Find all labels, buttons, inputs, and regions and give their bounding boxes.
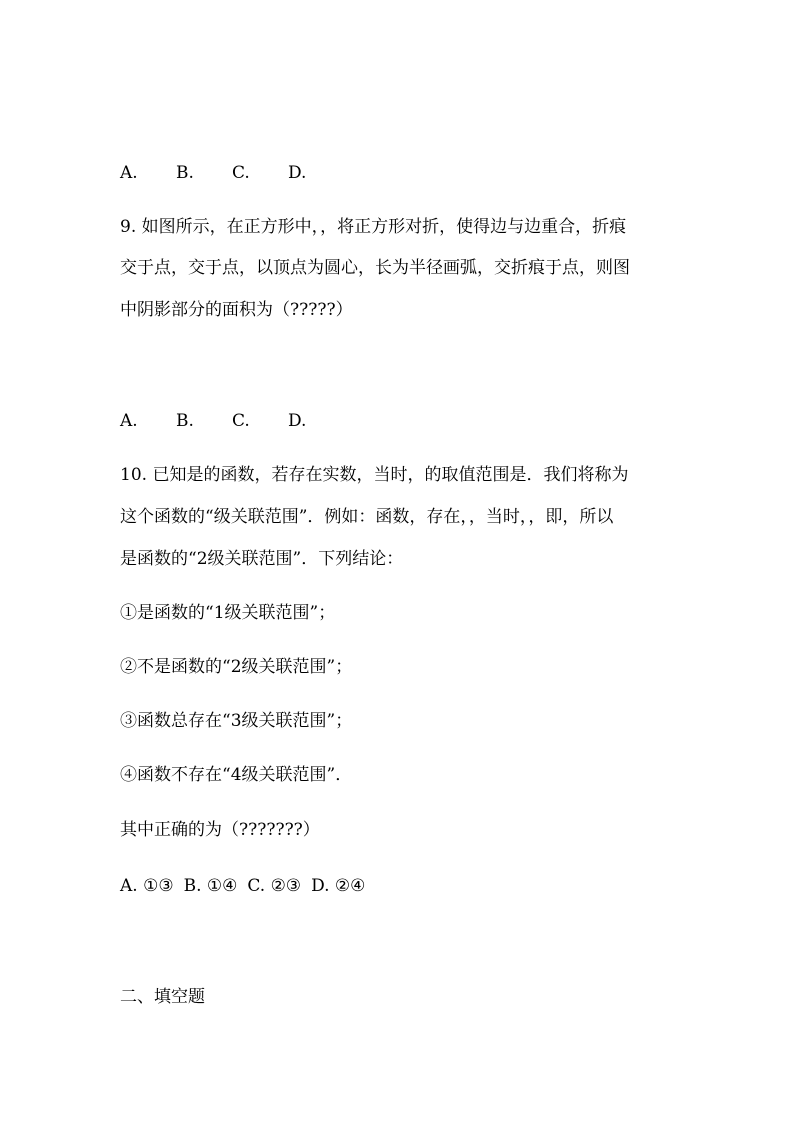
q10-text-line-1: 10. 已知是的函数，若存在实数，当时，的取值范围是．我们将称为 [120,465,629,485]
q10-option-c: C. ②③ [247,876,302,896]
q9-option-a: A. [120,411,138,431]
q8-option-b: B. [176,163,194,183]
section-title: 二、填空题 [120,987,205,1007]
q10-text-line-3: 是函数的“2级关联范围”．下列结论： [120,549,404,569]
q10-option-b: B. ①④ [183,876,238,896]
q10-statement-2: ②不是函数的“2级关联范围”； [120,657,353,677]
q9-text-line-2: 交于点，交于点，以顶点为圆心，长为半径画弧，交折痕于点，则图 [120,258,630,278]
q10-text-line-2: 这个函数的“级关联范围”．例如：函数，存在，，当时，，即，所以 [120,507,614,527]
q8-option-c: C. [232,163,250,183]
q10-option-a: A. ①③ [120,876,174,896]
q10-statement-4: ④函数不存在“4级关联范围”． [120,765,353,785]
q9-option-b: B. [176,411,194,431]
q10-options [120,876,375,896]
q8-options [120,163,344,183]
q8-option-d: D. [288,163,307,183]
q9-text-line-1: 9. 如图所示，在正方形中，，将正方形对折，使得边与边重合，折痕 [120,217,627,237]
q10-option-d: D. ②④ [311,876,366,896]
q10-question: 其中正确的为（???????） [120,820,320,840]
q8-option-a: A. [120,163,138,183]
q10-statement-1: ①是函数的“1级关联范围”； [120,603,336,623]
q9-text-line-3: 中阴影部分的面积为（?????） [120,300,353,320]
q9-option-c: C. [232,411,250,431]
q9-option-d: D. [288,411,307,431]
q9-options [120,411,344,431]
q10-statement-3: ③函数总存在“3级关联范围”； [120,711,353,731]
